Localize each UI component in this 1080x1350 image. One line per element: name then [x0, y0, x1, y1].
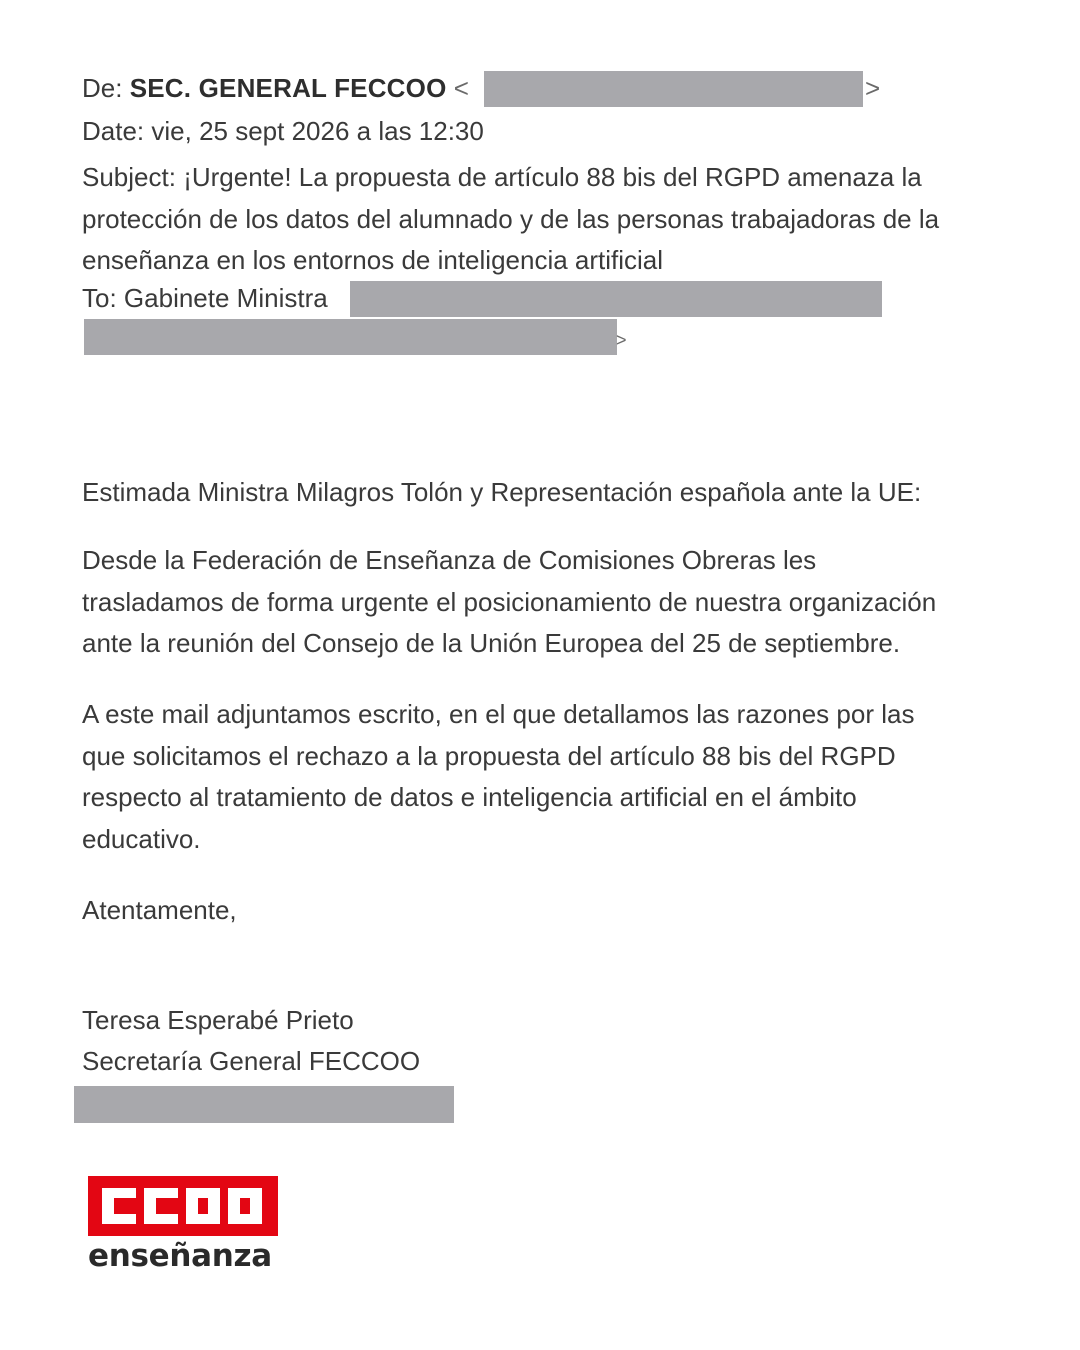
- date-value: vie, 25 sept 2026 a las 12:30: [151, 116, 484, 146]
- sender-name[interactable]: SEC. GENERAL FECCOO: [129, 73, 447, 103]
- paragraph-2-line-2: que solicitamos el rechazo a la propuesta del artículo 88 bis del RGPD: [82, 740, 896, 771]
- paragraph-1-line-1: Desde la Federación de Enseñanza de Comisiones Obreras les: [82, 545, 817, 575]
- subject-block: [82, 157, 939, 282]
- date-line: [82, 116, 484, 146]
- paragraph-1-line-3: ante la reunión del Consejo de la Unión Europea del 25 de septiembre.: [82, 628, 901, 658]
- redacted-recipient-email-2: [84, 319, 617, 355]
- redacted-signature-contact: [74, 1086, 454, 1123]
- date-label: Date:: [82, 116, 145, 146]
- recipient-close-bracket: >: [616, 330, 627, 350]
- closing: Atentamente,: [82, 895, 237, 925]
- paragraph-2-line-3: respecto al tratamiento de datos e inteligencia artificial en el ámbito: [82, 782, 857, 812]
- from-line: [82, 73, 469, 103]
- to-label: To:: [82, 283, 117, 313]
- sender-open-bracket: <: [453, 73, 469, 103]
- from-label: De:: [82, 73, 123, 103]
- paragraph-1-line-2: trasladamos de forma urgente el posicionamiento de nuestra organización: [82, 586, 937, 617]
- sender-close-bracket: >: [865, 73, 881, 103]
- signature-name: Teresa Esperabé Prieto: [82, 1005, 354, 1035]
- to-value[interactable]: Gabinete Ministra: [123, 283, 328, 313]
- paragraph-2-line-4: educativo.: [82, 823, 201, 854]
- ccoo-logo-mark: [88, 1176, 278, 1236]
- subject-text-1: ¡Urgente! La propuesta de artículo 88 bis del RGPD amenaza la: [183, 162, 922, 192]
- body-paragraph-2: [82, 694, 1012, 860]
- subject-line-1: [82, 157, 939, 199]
- signature-role: Secretaría General FECCOO: [82, 1046, 421, 1076]
- subject-label: Subject:: [82, 162, 176, 192]
- subject-text-3: enseñanza en los entornos de inteligencia artificial: [82, 245, 664, 275]
- paragraph-2-line-1: A este mail adjuntamos escrito, en el que detallamos las razones por las: [82, 699, 915, 729]
- logo-wordmark: enseñanza: [88, 1238, 272, 1274]
- body-paragraph-1: [82, 540, 1012, 665]
- to-line: [82, 283, 328, 313]
- redacted-sender-email: [484, 71, 863, 107]
- greeting: Estimada Ministra Milagros Tolón y Representación española ante la UE:: [82, 477, 922, 507]
- ccoo-logo-icon: [88, 1176, 278, 1236]
- redacted-recipient-email: [350, 281, 882, 317]
- subject-text-2: protección de los datos del alumnado y de las personas trabajadoras de la: [82, 203, 940, 234]
- ccoo-ensenanza-logo: [88, 1176, 278, 1274]
